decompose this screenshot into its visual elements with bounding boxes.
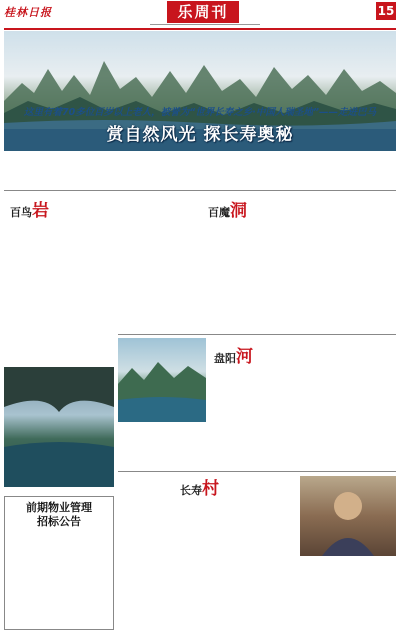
- heading-changshoucun: 长寿村: [180, 479, 219, 499]
- column-bainiaoyan-text-area: [6, 218, 114, 364]
- newspaper-logo: 桂林日报: [4, 6, 52, 19]
- feature-headline: 赏自然风光 探长寿奥秘: [106, 125, 294, 145]
- masthead: [0, 0, 400, 26]
- cave-river-image: [4, 367, 114, 487]
- river-landscape-image: [118, 338, 206, 422]
- section-rule-changshou: [118, 471, 396, 472]
- tender-notice-ad: [4, 496, 114, 630]
- column-panyanghe-info-area: [306, 340, 394, 468]
- section-rule-panyang: [118, 334, 396, 335]
- masthead-rule: [4, 28, 396, 30]
- section-title: 乐周刊: [167, 1, 239, 23]
- column-panyanghe-text-area-2: [212, 364, 304, 468]
- ad-body-area: [10, 533, 108, 621]
- heading-baimodong: 百魔洞: [208, 201, 247, 221]
- heading-panyanghe: 盘阳河: [214, 347, 253, 367]
- column-changshoucun-text-area: [118, 492, 210, 628]
- feature-deck: 这里有着70多位百岁以上老人，被誉为“世界长寿之乡·中国人瑞圣地”——走进巴马: [23, 107, 377, 118]
- ad-title: 前期物业管理 招标公告: [26, 501, 92, 528]
- column-baimodong-text-area-2: [206, 222, 302, 332]
- photo-elderly-villager: [300, 476, 396, 556]
- column-baimodong-text-area: [118, 194, 200, 324]
- column-panyanghe-text-area: [118, 426, 206, 470]
- villager-portrait-image: [300, 476, 396, 556]
- intro-paragraph-area: [6, 155, 394, 187]
- heading-bainiaoyan: 百鸟岩: [10, 201, 49, 221]
- page-number: 15: [377, 4, 395, 18]
- column-changshoucun-text-area-2: [214, 494, 298, 628]
- column-baimodong-info-area: [306, 194, 394, 332]
- photo-cave-river: [4, 367, 114, 487]
- photo-panyang-river: [118, 338, 206, 422]
- intro-rule: [4, 190, 396, 191]
- column-poem-text-area: [302, 560, 394, 628]
